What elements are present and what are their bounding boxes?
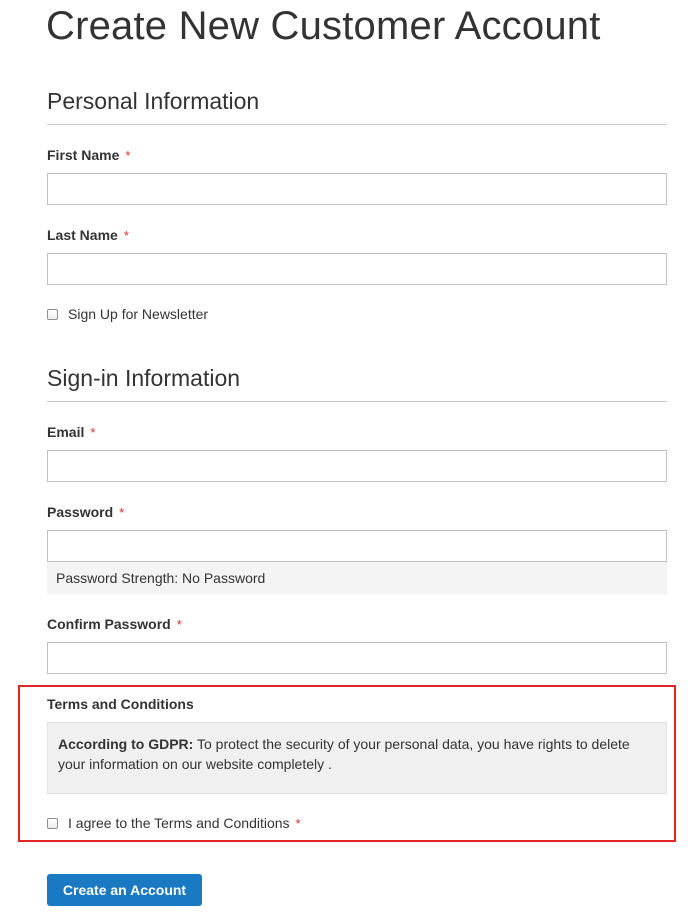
terms-section-label: Terms and Conditions (47, 696, 194, 712)
required-asterisk: * (176, 617, 182, 632)
password-label-text: Password (47, 504, 114, 520)
create-account-button[interactable]: Create an Account (47, 874, 202, 906)
page-title: Create New Customer Account (46, 4, 601, 48)
newsletter-label: Sign Up for Newsletter (68, 306, 209, 322)
section-divider (47, 401, 667, 402)
required-asterisk: * (90, 425, 96, 440)
required-asterisk: * (295, 815, 301, 831)
required-asterisk: * (123, 228, 129, 243)
signin-information-heading: Sign-in Information (47, 365, 241, 391)
email-field[interactable] (47, 450, 667, 482)
password-label (47, 503, 124, 522)
email-label (47, 423, 95, 442)
section-divider (47, 124, 667, 125)
gdpr-heading: According to GDPR: (58, 736, 194, 752)
newsletter-checkbox[interactable] (47, 309, 58, 320)
first-name-input[interactable] (47, 173, 667, 205)
last-name-label-text: Last Name (47, 227, 118, 243)
password-field[interactable] (47, 530, 667, 562)
first-name-label (47, 146, 130, 165)
agree-terms-option[interactable] (47, 813, 301, 833)
agree-terms-label: I agree to the Terms and Conditions (68, 815, 290, 831)
last-name-input[interactable] (47, 253, 667, 285)
confirm-password-label-text: Confirm Password (47, 616, 171, 632)
newsletter-option[interactable] (47, 304, 208, 324)
required-asterisk: * (125, 148, 131, 163)
last-name-label (47, 226, 129, 245)
first-name-label-text: First Name (47, 147, 120, 163)
gdpr-notice (47, 722, 667, 794)
required-asterisk: * (119, 505, 125, 520)
personal-information-heading: Personal Information (47, 88, 260, 114)
gdpr-text: To protect the security of your personal data, you have rights to delete your information on our website completely . (58, 736, 630, 772)
password-strength-meter: Password Strength: No Password (47, 562, 667, 594)
confirm-password-field[interactable] (47, 642, 667, 674)
agree-terms-checkbox[interactable] (47, 818, 58, 829)
email-label-text: Email (47, 424, 85, 440)
confirm-password-label (47, 615, 182, 634)
